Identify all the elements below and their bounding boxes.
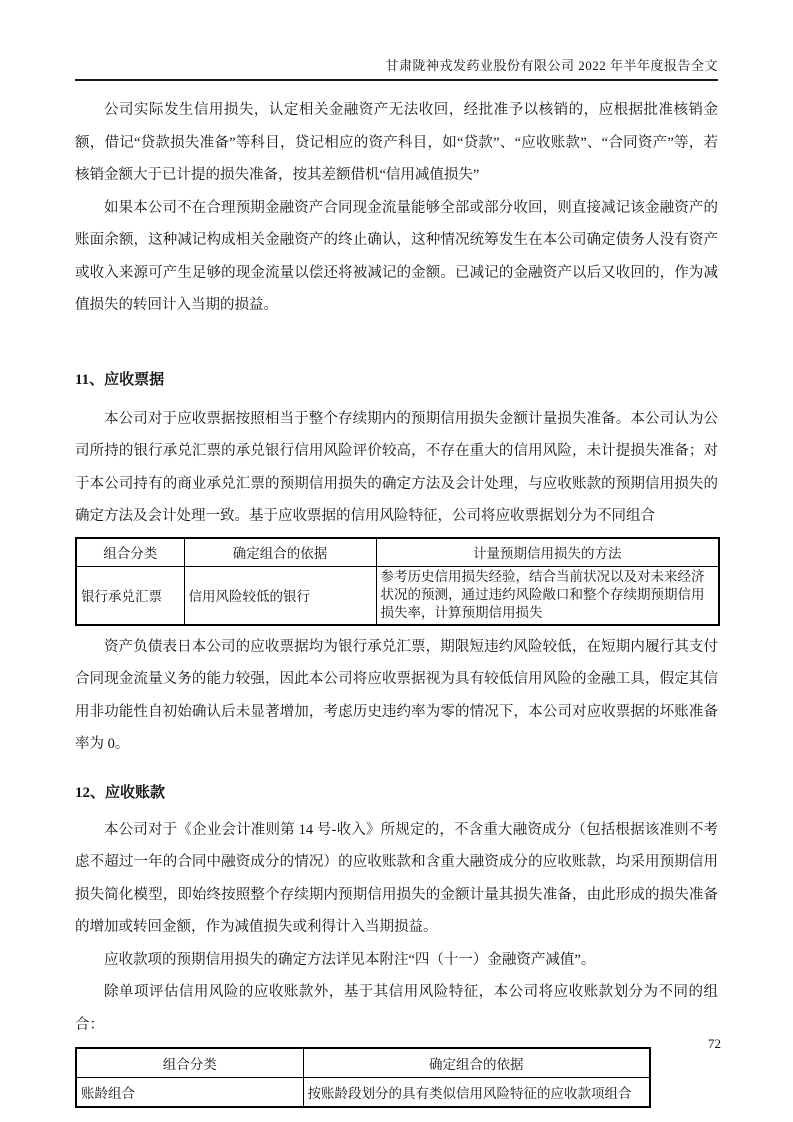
cell-ecl-method: 参考历史信用损失经验，结合当前状况以及对未来经济状况的预测，通过违约风险敞口和整个存续期预期信用损失率，计算预期信用损失 — [376, 567, 719, 625]
table-row — [76, 567, 719, 625]
column-header-ecl-method: 计量预期信用损失的方法 — [376, 538, 719, 567]
paragraph-notes-receivable-policy: 本公司对于应收票据按照相当于整个存续期内的预期信用损失金额计量损失准备。本公司认为公司所持的银行承兑汇票的承兑银行信用风险评价较高，不存在重大的信用风险，未计提损失准备；对于本公司持有的商业承兑汇票的预期信用损失的确定方法及会计处理，与应收账款的预期信用损失的确定方法及会计处理一致。基于应收票据的信用风险特征，公司将应收票据划分为不同组合 — [75, 410, 718, 524]
paragraph-notes-receivable-assessment: 资产负债表日本公司的应收票据均为银行承兑汇票，期限短违约风险较低，在短期内履行其支付合同现金流量义务的能力较强，因此本公司将应收票据视为具有较低信用风险的金融工具，假定其信用非功能性自初始确认后未显著增加，考虑历史违约率为零的情况下，本公司对应收票据的坏账准备率为 0。 — [75, 638, 718, 752]
paragraph-accounts-receivable-policy: 本公司对于《企业会计准则第 14 号-收入》所规定的，不含重大融资成分（包括根据该准则不考虑不超过一年的合同中融资成分的情况）的应收账款和含重大融资成分的应收账款，均采用预期信用损失简化模型，即始终按照整个存续期内预期信用损失的金额计量其损失准备，由此形成的损失准备的增加或转回金额，作为减值损失或利得计入当期损益。 — [75, 821, 718, 935]
table-row — [76, 1077, 650, 1107]
page-number: 72 — [708, 1036, 721, 1051]
section-heading-accounts-receivable: 12、应收账款 — [75, 784, 166, 801]
table-header-row — [76, 538, 719, 567]
column-header-portfolio-basis: 确定组合的依据 — [184, 538, 376, 567]
report-title: 甘肃陇神戎发药业股份有限公司 2022 年半年度报告全文 — [385, 58, 718, 73]
paragraph-ecl-method-reference: 应收款项的预期信用损失的确定方法详见本附注“四（十一）金融资产减值”。 — [104, 951, 596, 968]
column-header-portfolio-basis: 确定组合的依据 — [303, 1048, 650, 1077]
column-header-portfolio-class: 组合分类 — [76, 538, 184, 567]
cell-portfolio-basis: 信用风险较低的银行 — [184, 567, 376, 625]
table-header-row — [76, 1048, 650, 1077]
accounts-receivable-portfolio-table — [75, 1047, 651, 1108]
cell-portfolio-class: 银行承兑汇票 — [76, 567, 184, 625]
page-header — [75, 55, 718, 81]
paragraph-credit-loss-writeoff: 公司实际发生信用损失，认定相关金融资产无法收回，经批准予以核销的，应根据批准核销金额，借记“贷款损失准备”等科目，贷记相应的资产科目，如“贷款”、“应收账款”、“合同资产”等，若核销金额大于已计提的损失准备，按其差额借机“信用减值损失” — [75, 102, 718, 183]
cell-portfolio-class: 账龄组合 — [76, 1077, 303, 1107]
paragraph-portfolio-division: 除单项评估信用风险的应收账款外，基于其信用风险特征，本公司将应收账款划分为不同的组合： — [75, 984, 718, 1033]
paragraph-derecognition: 如果本公司不在合理预期金融资产合同现金流量能够全部或部分收回，则直接减记该金融资产的账面余额，这种减记构成相关金融资产的终止确认，这种情况统筹发生在本公司确定债务人没有资产或收入来源可产生足够的现金流量以偿还将被减记的金额。已减记的金融资产以后又收回的，作为减值损失的转回计入当期的损益。 — [75, 199, 718, 313]
column-header-portfolio-class: 组合分类 — [76, 1048, 303, 1077]
cell-portfolio-basis: 按账龄段划分的具有类似信用风险特征的应收款项组合 — [303, 1077, 650, 1107]
notes-receivable-portfolio-table — [75, 537, 720, 626]
section-heading-notes-receivable: 11、应收票据 — [75, 371, 165, 388]
